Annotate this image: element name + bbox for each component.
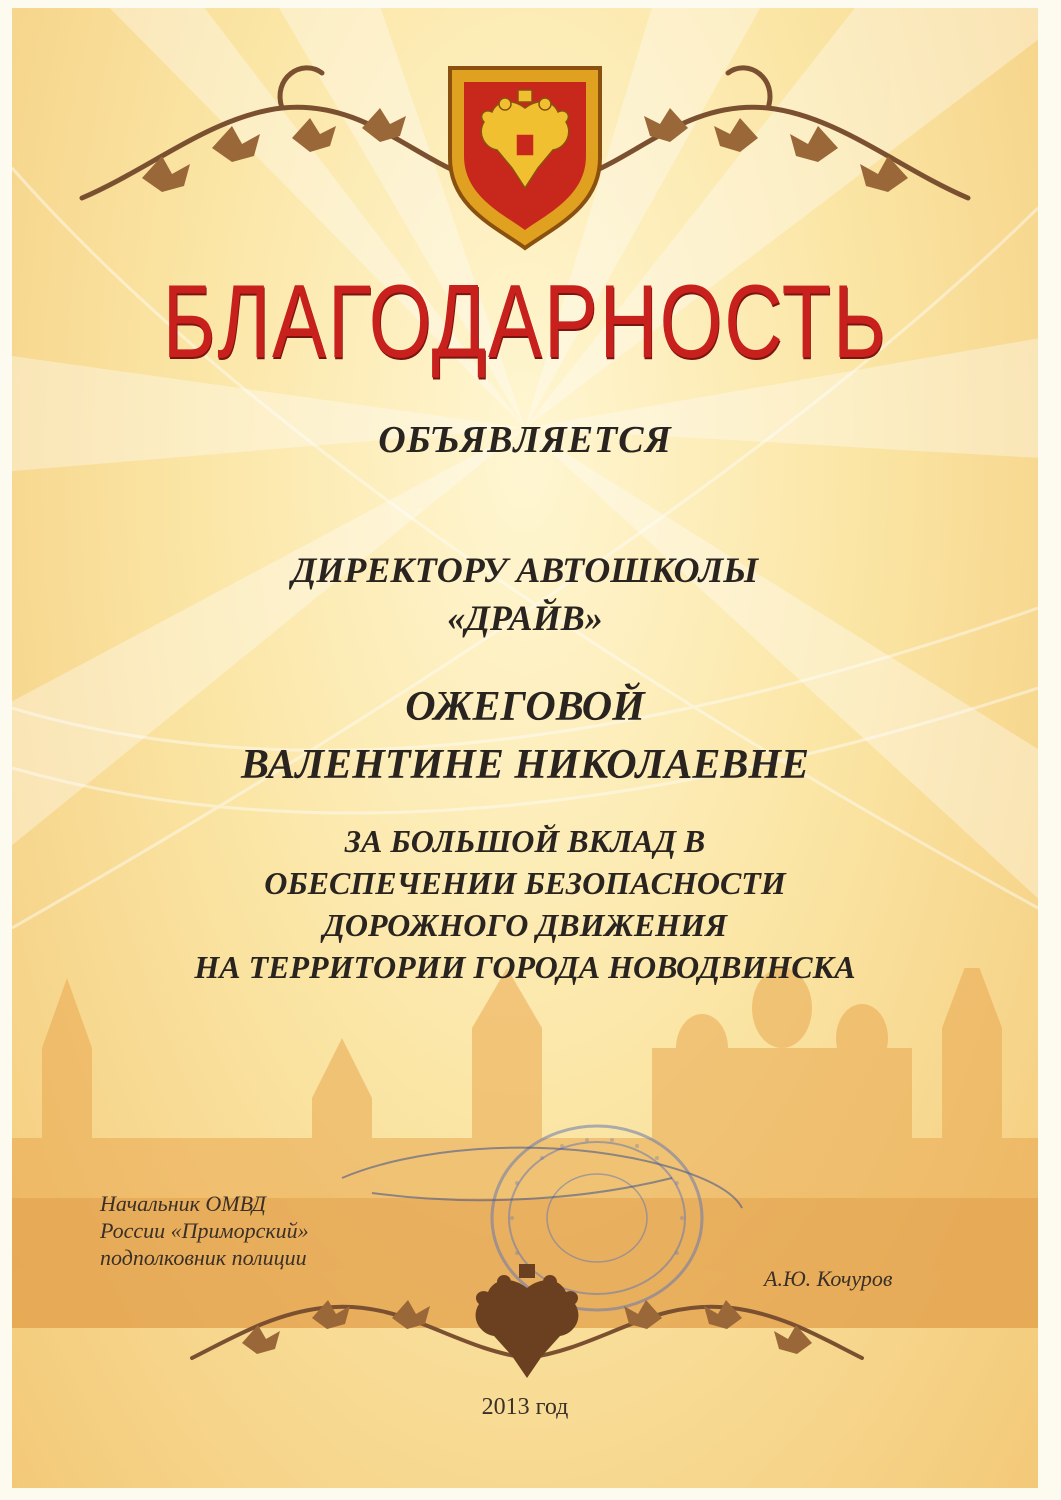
recipient-position [12, 546, 1038, 642]
signer-title-line: Начальник ОМВД [100, 1191, 266, 1216]
recipient-name-line: ОЖЕГОВОЙ [405, 684, 645, 730]
certificate [12, 8, 1038, 1488]
announced-heading: ОБЪЯВЛЯЕТСЯ [378, 419, 672, 461]
double-headed-eagle-icon [476, 1264, 579, 1378]
award-reason-line: ОБЕСПЕЧЕНИИ БЕЗОПАСНОСТИ [264, 865, 786, 901]
signer-name: А.Ю. Кочуров [764, 1266, 893, 1291]
double-headed-eagle-icon [450, 68, 600, 248]
top-ornament [52, 38, 998, 268]
certificate-title: БЛАГОДАРНОСТЬ [162, 264, 888, 380]
award-reason-line: ДОРОЖНОГО ДВИЖЕНИЯ [322, 907, 727, 943]
signer-title-line: подполковник полиции [100, 1245, 307, 1270]
signer-title-line: России «Приморский» [100, 1218, 309, 1243]
recipient-name-line: ВАЛЕНТИНЕ НИКОЛАЕВНЕ [240, 742, 810, 788]
recipient-position-line: «ДРАЙВ» [447, 598, 603, 638]
certificate-year: 2013 год [481, 1394, 569, 1420]
signer-title [100, 1190, 420, 1271]
award-reason-line: ЗА БОЛЬШОЙ ВКЛАД В [344, 823, 706, 859]
award-reason [12, 820, 1038, 988]
award-reason-line: НА ТЕРРИТОРИИ ГОРОДА НОВОДВИНСКА [194, 949, 856, 985]
recipient-name [12, 678, 1038, 794]
recipient-position-line: ДИРЕКТОРУ АВТОШКОЛЫ [291, 550, 759, 590]
